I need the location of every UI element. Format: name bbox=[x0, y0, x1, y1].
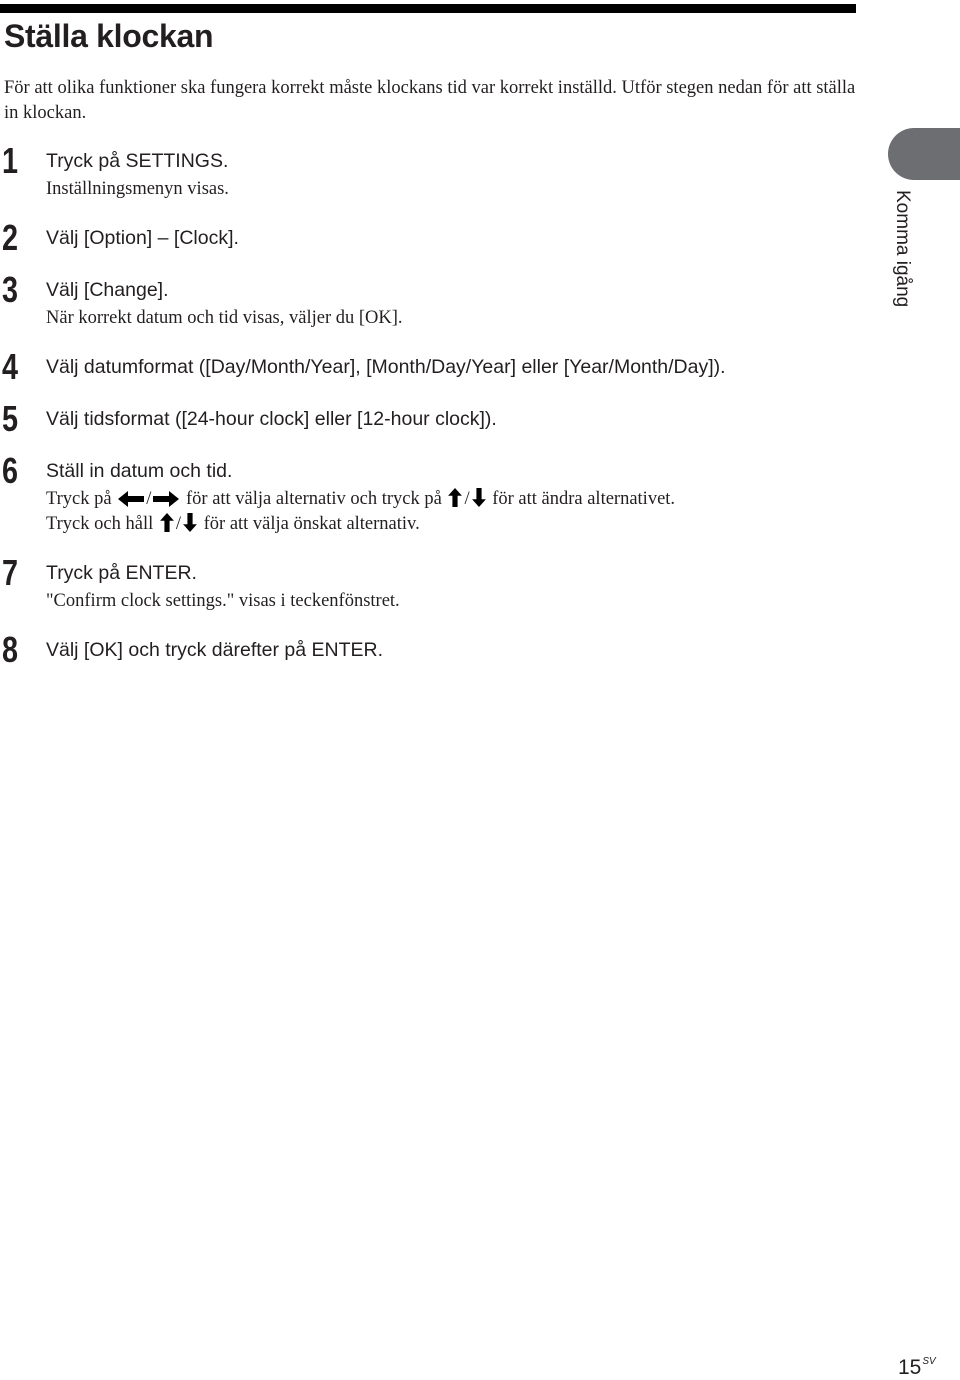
page-language-suffix: SV bbox=[922, 1356, 936, 1367]
step-instruction: Tryck på SETTINGS. bbox=[46, 150, 229, 172]
step-description: Inställningsmenyn visas. bbox=[46, 179, 229, 199]
step-instruction: Välj [Change]. bbox=[46, 279, 169, 301]
step-number: 3 bbox=[2, 269, 19, 310]
left-arrow-icon bbox=[118, 491, 144, 507]
step-number: 1 bbox=[2, 140, 19, 181]
right-arrow-icon bbox=[153, 491, 179, 507]
step-number: 8 bbox=[2, 629, 19, 670]
step-instruction: Välj [Option] – [Clock]. bbox=[46, 227, 239, 249]
step-instruction: Välj tidsformat ([24-hour clock] eller [12-hour clock]). bbox=[46, 408, 497, 430]
down-arrow-icon bbox=[183, 513, 197, 532]
step-instruction: Tryck på ENTER. bbox=[46, 562, 197, 584]
step-number: 7 bbox=[2, 552, 19, 593]
step-description-line-2: Tryck och håll / för att välja önskat alternativ. bbox=[46, 514, 420, 534]
step-description: "Confirm clock settings." visas i teckenfönstret. bbox=[46, 591, 400, 611]
step-number: 4 bbox=[2, 346, 19, 387]
step-description: När korrekt datum och tid visas, väljer du [OK]. bbox=[46, 308, 403, 328]
step-description-line-1: Tryck på / för att välja alternativ och tryck på / för att ändra alternativet. bbox=[46, 489, 676, 509]
step-number: 5 bbox=[2, 398, 19, 439]
down-arrow-icon bbox=[472, 488, 486, 507]
top-rule bbox=[0, 4, 856, 13]
section-tab-label: Komma igång bbox=[892, 190, 913, 308]
step-number: 2 bbox=[2, 217, 19, 258]
section-tab bbox=[888, 128, 960, 180]
step-number: 6 bbox=[2, 450, 19, 491]
step-instruction: Välj datumformat ([Day/Month/Year], [Month/Day/Year] eller [Year/Month/Day]). bbox=[46, 356, 726, 378]
up-arrow-icon bbox=[448, 488, 462, 507]
page-number: $15^{SV}$ bbox=[898, 1356, 936, 1379]
step-instruction: Ställ in datum och tid. bbox=[46, 460, 233, 482]
step-instruction: Välj [OK] och tryck därefter på ENTER. bbox=[46, 639, 384, 661]
page-title: Ställa klockan bbox=[4, 18, 214, 54]
intro-text: För att olika funktioner ska fungera korrekt måste klockans tid var korrekt inställd. Utför stegen nedan för att ställa in klockan. bbox=[4, 78, 856, 123]
up-arrow-icon bbox=[160, 513, 174, 532]
